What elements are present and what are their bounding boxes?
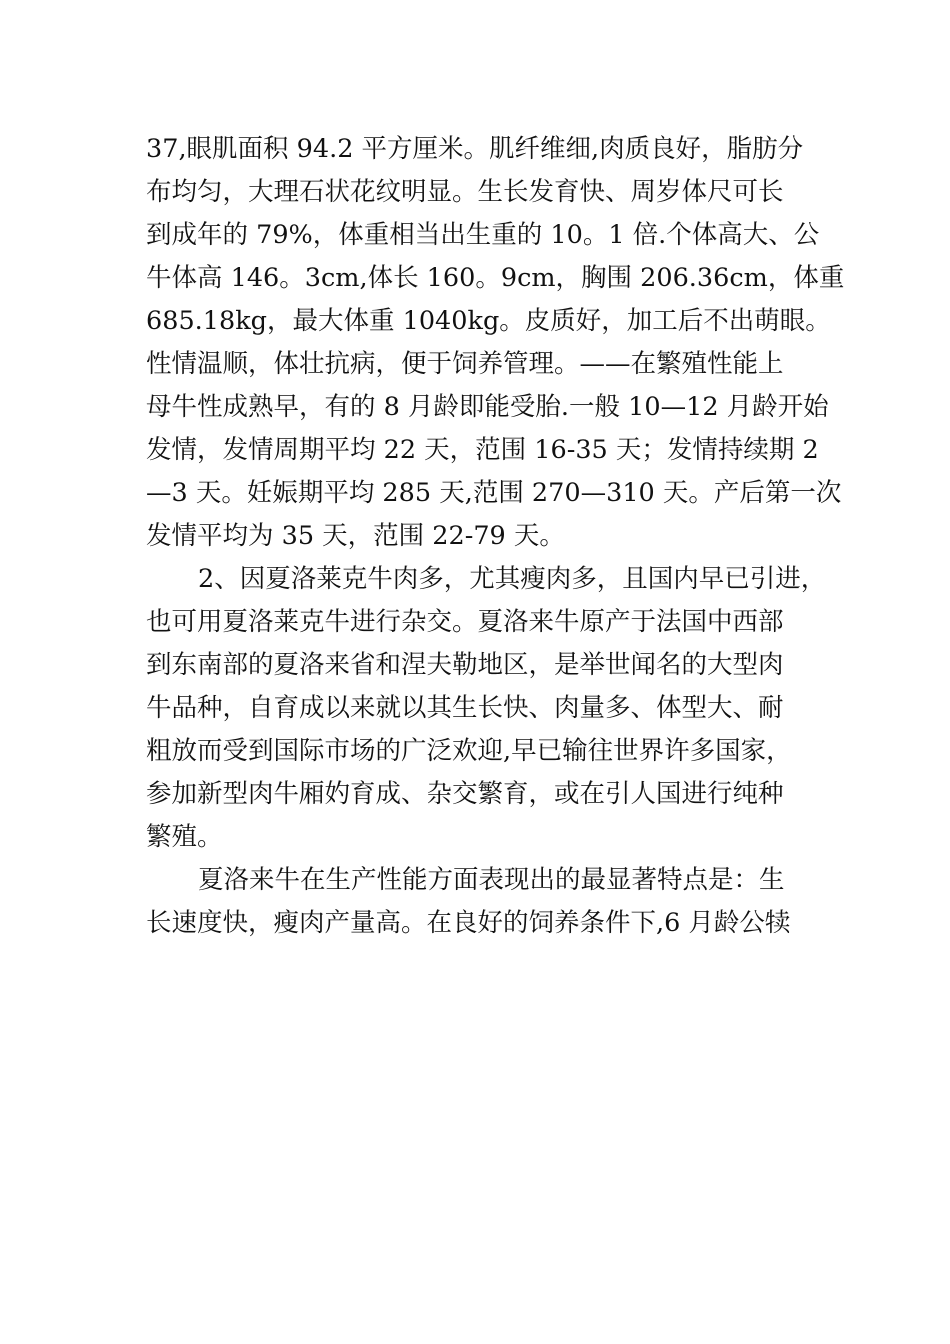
text-line: 夏洛来牛在生产性能方面表现出的最显著特点是：生 [198, 865, 785, 895]
text-line: 性情温顺，体壮抗病，便于饲养管理。——在繁殖性能上 [146, 349, 784, 379]
text-line: 685.18kg，最大体重 1040kg。皮质好，加工后不出萌眼。 [146, 306, 831, 336]
text-line: 发情平均为 35 天，范围 22-79 天。 [146, 521, 565, 551]
text-line: 粗放而受到国际市场的广泛欢迎,早已输往世界许多国家， [146, 736, 792, 766]
text-line: 到东南部的夏洛来省和涅夫勒地区，是举世闻名的大型肉 [146, 650, 784, 680]
text-line: 参加新型肉牛厢妁育成、杂交繁育，或在引人国进行纯种 [146, 779, 784, 809]
text-line: 长速度快，瘦肉产量高。在良好的饲养条件下,6 月龄公犊 [146, 908, 791, 938]
text-line: 发情，发情周期平均 22 天，范围 16-35 天；发情持续期 2 [146, 435, 819, 465]
text-line: 37,眼肌面积 94.2 平方厘米。肌纤维细,肉质良好，脂肪分 [146, 134, 804, 164]
text-line: 母牛性成熟早，有的 8 月龄即能受胎.一般 10—12 月龄开始 [146, 392, 829, 422]
text-line: 2、因夏洛莱克牛肉多，尤其瘦肉多，且国内早已引进， [198, 564, 827, 594]
text-line: 牛体高 146。3cm,体长 160。9cm，胸围 206.36cm，体重 [146, 263, 845, 293]
text-line: 也可用夏洛莱克牛进行杂交。夏洛来牛原产于法国中西部 [146, 607, 784, 637]
document-body [146, 128, 845, 945]
text-line: 到成年的 79%，体重相当出生重的 10。1 倍.个体高大、公 [146, 220, 820, 250]
text-line: 布均匀，大理石状花纹明显。生长发育快、周岁体尺可长 [146, 177, 784, 207]
text-line: 繁殖。 [146, 822, 223, 852]
text-line: 牛品种，自育成以来就以其生长快、肉量多、体型大、耐 [146, 693, 784, 723]
text-line: —3 天。妊娠期平均 285 天,范围 270—310 天。产后第一次 [146, 478, 842, 508]
